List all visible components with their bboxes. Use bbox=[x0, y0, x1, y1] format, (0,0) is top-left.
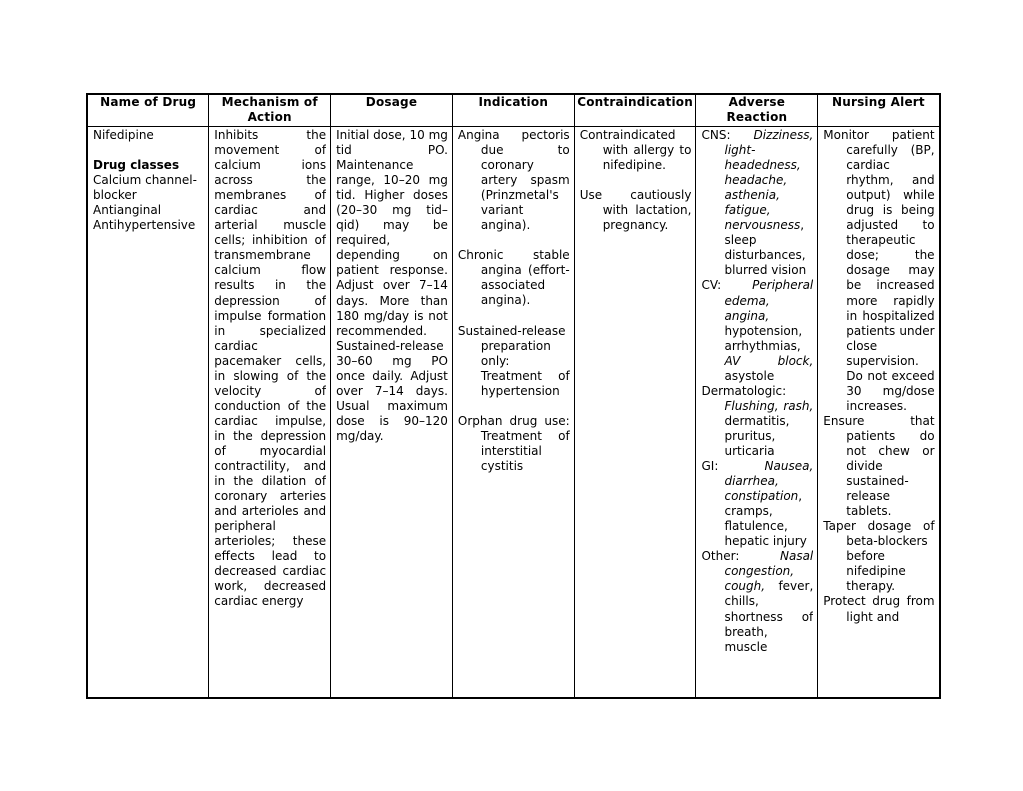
contraindication-item: Contraindicated with allergy to nifedipine. bbox=[579, 128, 692, 173]
adverse-item-cns bbox=[701, 128, 813, 278]
adverse-label: GI: bbox=[701, 459, 765, 474]
indication-item: Angina pectoris due to coronary artery spasm (Prinzmetal's variant angina). bbox=[457, 128, 570, 233]
cell-indication bbox=[452, 127, 574, 699]
adverse-italic: Nausea, diarrhea, constipation bbox=[724, 459, 814, 504]
adverse-label: Dermatologic: bbox=[701, 383, 787, 398]
indication-item: Chronic stable angina (effort-associated angina). bbox=[457, 248, 570, 308]
header-adverse-reaction: Adverse Reaction bbox=[696, 94, 818, 127]
cell-name-of-drug bbox=[87, 127, 209, 699]
nursing-item: Monitor patient carefully (BP, cardiac rhythm, and output) while drug is being adjusted to therapeutic dose; the dosage may be increased more rapidly in hospitalized patients under close supervision. Do not exceed 30 mg/dose increases. bbox=[823, 128, 935, 413]
cell-nursing-alert bbox=[818, 127, 940, 699]
header-name-of-drug: Name of Drug bbox=[87, 94, 209, 127]
drug-table bbox=[86, 93, 941, 699]
adverse-item-dermatologic bbox=[701, 384, 813, 459]
adverse-rest: , sleep disturbances, blurred vision bbox=[724, 218, 807, 278]
adverse-italic: Peripheral edema, angina, bbox=[724, 278, 814, 323]
adverse-item-gi bbox=[701, 459, 813, 549]
header-dosage: Dosage bbox=[331, 94, 453, 127]
dosage-text: Initial dose, 10 mg tid PO. Maintenance range, 10–20 mg tid. Higher doses (20–30 mg tid–qid) may be required, depending on patient response. Adjust over 7–14 days. More than 180 mg/day is not recommended. Sustained-release 30–60 mg PO once daily. Adjust over 7–14 days. Usual maximum dose is 90–120 mg/day. bbox=[336, 128, 448, 443]
table-row bbox=[87, 127, 940, 699]
cell-contraindication bbox=[574, 127, 696, 699]
adverse-italic: Dizziness, light-headedness, headache, asthenia, fatigue, nervousness bbox=[724, 128, 814, 233]
header-indication: Indication bbox=[452, 94, 574, 127]
adverse-item-cv bbox=[701, 278, 813, 383]
nursing-item: Ensure that patients do not chew or divide sustained-release tablets. bbox=[823, 413, 935, 519]
adverse-item-other bbox=[701, 549, 813, 654]
cell-mechanism bbox=[209, 127, 331, 699]
drug-classes-label: Drug classes bbox=[93, 158, 180, 173]
adverse-italic: AV block, bbox=[724, 353, 814, 368]
drug-class: Antianginal bbox=[93, 203, 162, 218]
indication-item: Orphan drug use: Treatment of interstitial cystitis bbox=[457, 413, 570, 473]
header-contraindication: Contraindication bbox=[574, 94, 696, 127]
header-nursing-alert: Nursing Alert bbox=[818, 94, 940, 127]
nursing-item: Protect drug from light and bbox=[823, 594, 935, 624]
cell-dosage bbox=[331, 127, 453, 699]
adverse-label: Other: bbox=[701, 549, 780, 564]
adverse-italic: Flushing, rash, bbox=[724, 398, 814, 413]
adverse-rest: asystole bbox=[724, 368, 775, 383]
adverse-label: CV: bbox=[701, 278, 753, 293]
adverse-rest: , cramps, flatulence, hepatic injury bbox=[724, 489, 807, 549]
drug-class: Antihypertensive bbox=[93, 218, 196, 233]
adverse-italic: Nasal congestion, cough, bbox=[724, 549, 814, 594]
adverse-rest: fever, chills, shortness of breath, muscle bbox=[724, 579, 814, 654]
indication-item: Sustained-release preparation only: Treatment of hypertension bbox=[457, 323, 570, 398]
contraindication-item: Use cautiously with lactation, pregnancy. bbox=[579, 188, 692, 233]
header-mechanism: Mechanism of Action bbox=[209, 94, 331, 127]
adverse-rest: hypotension, arrhythmias, bbox=[724, 323, 803, 353]
drug-class: Calcium channel-blocker bbox=[93, 173, 197, 203]
adverse-rest: dermatitis, pruritus, urticaria bbox=[724, 413, 790, 458]
drug-name: Nifedipine bbox=[93, 128, 154, 142]
nursing-item: Taper dosage of beta-blockers before nifedipine therapy. bbox=[823, 519, 935, 594]
header-row bbox=[87, 94, 940, 127]
mechanism-text: Inhibits the movement of calcium ions across the membranes of cardiac and arterial muscle cells; inhibition of transmembrane calcium flow results in the depression of impulse formation in specialized cardiac pacemaker cells, in slowing of the velocity of conduction of the cardiac impulse, in the depression of myocardial contractility, and in the dilation of coronary arteries and arterioles and peripheral arterioles; these effects lead to decreased cardiac work, decreased cardiac energy bbox=[214, 128, 327, 609]
cell-adverse-reaction bbox=[696, 127, 818, 699]
adverse-label: CNS: bbox=[701, 128, 754, 142]
